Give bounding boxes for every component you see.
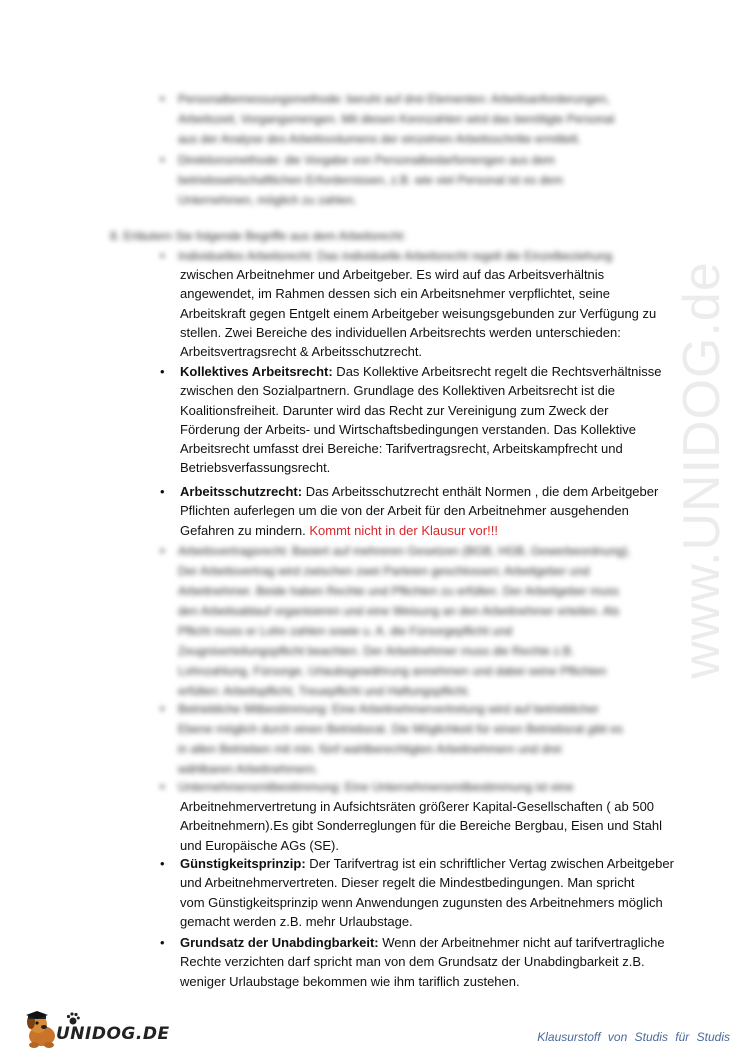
text-line [180,521,680,540]
bullet-marker: • [160,91,165,106]
text-span: Gefahren zu mindern. [180,522,310,538]
blurred-line: Arbeitsvertragsrecht: Basiert auf mehreren Gesetzen (BGB, HGB, Gewerbeordnung). [178,544,631,558]
bullet-marker: • [160,152,165,167]
blurred-line: Arbeitszeit, Vorgangsmengen. Mit diesen Kennzahlen wird das benötigte Personal [178,112,615,126]
text-line: weniger Urlaubstage bekommen wie ihm tariflich zustehen. [180,973,520,989]
text-line: und Europäische AGs (SE). [180,837,339,853]
text-line: Betriebsverfassungsrecht. [180,460,331,476]
term-label: Günstigkeitsprinzip: [180,856,306,871]
bullet-marker: • [160,779,165,794]
text-line: stellen. Zwei Bereiche des individuellen Arbeitsrechts werden unterschieden: [180,324,621,340]
document-page: www.UNIDOG.de • Personalbemessungsmethode: beruht auf drei Elementen: Arbeitsanforderungen, Arbeitszeit, Vorgangsmengen. Mit diesen Kennzahlen wird das benötigte Personal aus der Analyse des Arbeitsvolumens der einzelnen Arbeitsschritte ermittelt. • Direktionsmethode: die Vorgabe von Personalbedarfsmengen aus dem betriebswirtschaftlichen Erfordernissen, z.B. wie viel Personal ist es dem Unternehmen, möglich zu zahlen. 8. Erläutern Sie folgende Begriffe aus dem Arbeitsrecht: • Individuelles Arbeitsrecht: Das individuelle Arbeitsrecht regelt die Einzelbeziehung zwischen Arbeitnehmer und Arbeitgeber. Es wird auf das Arbeitsverhältnis angewendet, im Rahmen dessen sich ein Arbeitsnehmer verpflichtet, seine Arbeitskraft gegen Entgelt einem Arbeitgeber weisungsgebunden zur Verfügung zu stellen. Zwei Bereiche des individuellen Arbeitsrechts werden unterschieden: Arbeitsvertragsrecht & Arbeitsschutzrecht. • Kollektives Arbeitsrecht: Das Kollektive Arbeitsrecht regelt die Rechtsverhältnisse zwischen den Sozialpartnern. Grundlage des Kollektiven Arbeitsrecht ist die Koalitionsfreiheit. Darunter wird das Recht zur Vereinigung zum Zweck der Förderung der Arbeits- und Wirtschaftsbedingungen verstanden. Das Kollektive Arbeitsrecht umfasst drei Bereiche: Tarifvertragsrecht, Arbeitskampfrecht und Betriebsverfassungsrecht. • Arbeitsschutzrecht: Das Arbeitsschutzrecht enthält Normen , die dem Arbeitgeber Pflichten auferlegen um die von der Arbeit für den Arbeitnehmer ausgehenden Gefahren zu mindern. Kommt nicht in der Klausur vor!!! • Arbeitsvertragsrecht: Basiert auf mehreren Gesetzen (BGB, HGB, Gewerbeordnung). Der Arbeitsvertrag wird zwischen zwei Parteien geschlossen; Arbeitgeber und Arbeitnehmer. Beide haben Rechte und Pflichten zu erfüllen. Der Arbeitgeber muss den Arbeitsablauf organisieren und eine Weisung an den Arbeitnehmer erteilen. Als Pflicht muss er Lohn zahlen sowie u. A. die Fürsorgepflicht und Zeugniserteilungspflicht beachten. Der Arbeitnehmer muss die Rechte z.B. Lohnzahlung, Fürsorge, Urlaubsgewährung annehmen und dabei seine Pflichten erfüllen: Arbeitspflicht, Treuepflicht und Haftungspflicht. • Betriebliche Mitbestimmung: Eine Arbeitnehmervertretung wird auf betrieblicher Ebene möglich durch einen Betriebsrat. Die Möglichkeit für einen Betriebsrat gibt es in allen Betrieben mit min. fünf wahlberechtigten Arbeitnehmern und drei wählbaren Arbeitnehmern. • Unternehmensmitbestimmung: Eine Unternehmensmitbestimmung ist eine Arbeitnehmervertretung in Aufsichtsräten größerer Kapital-Gesellschaften ( ab 500 Arbeitnehmern).Es gibt Sonderreglungen für die Bereiche Bergbau, Eisen und Stahl und Europäische AGs (SE). • Günstigkeitsprinzip: Der Tarifvertrag ist ein schriftlicher Vertag zwischen Arbeitgeber und Arbeitnehmervertreten. Dieser regelt die Mindestbedingungen. Man spricht vom Günstigkeitsprinzip wenn Anwendungen zugunsten des Arbeitnehmers möglich gemacht werden z.B. mehr Urlaubstage. • Grundsatz der Unabdingbarkeit: Wenn der Arbeitnehmer nicht auf tarifvertragliche Rechte verzichten darf spricht man von dem Grundsatz der Unabdingbarkeit z.B. weniger Urlaubstage bekommen wie ihm tariflich zustehen. UNIDOG.DE Klausurstoff von Studis für Studis [0,0,750,1060]
blurred-line: Pflicht muss er Lohn zahlen sowie u. A. die Fürsorgepflicht und [178,624,513,638]
bullet-marker: • [160,543,165,558]
term-label: Kollektives Arbeitsrecht: [180,364,333,379]
text-line: gemacht werden z.B. mehr Urlaubstage. [180,913,413,929]
text-line: Arbeitnehmervertretung in Aufsichtsräten größerer Kapital-Gesellschaften ( ab 500 [180,799,655,814]
blurred-line: erfüllen: Arbeitspflicht, Treuepflicht und Haftungspflicht. [178,684,471,698]
exam-note: Kommt nicht in der Klausur vor!!! [309,522,498,538]
term-label: Arbeitsschutzrecht: [180,484,303,499]
text-line: Arbeitnehmern).Es gibt Sonderreglungen für die Bereiche Bergbau, Eisen und Stahl [180,818,663,834]
blurred-line: Der Arbeitsvertrag wird zwischen zwei Parteien geschlossen; Arbeitgeber und [178,564,590,578]
unabdingbarkeit-text [180,933,680,991]
blurred-line: wählbaren Arbeitnehmern. [178,762,319,776]
blurred-line: Individuelles Arbeitsrecht: Das individuelle Arbeitsrecht regelt die Einzelbeziehung [178,249,613,263]
term-label: Grundsatz der Unabdingbarkeit: [180,935,379,950]
bullet-marker: • [160,856,165,871]
text-line [180,482,680,501]
arbeitsschutzrecht-text [180,482,680,540]
blurred-line: Betriebliche Mitbestimmung: Eine Arbeitnehmervertretung wird auf betrieblicher [178,702,599,716]
text-line: Rechte verzichten darf spricht man von dem Grundsatz der Unabdingbarkeit z.B. [180,954,645,970]
blurred-line: Zeugniserteilungspflicht beachten. Der Arbeitnehmer muss die Rechte z.B. [178,644,575,658]
unternehmensmitbestimmung-text [180,797,680,855]
unidog-logo [22,1010,202,1050]
text-line: angewendet, im Rahmen dessen sich ein Arbeitsnehmer verpflichtet, seine [180,286,610,302]
question-heading: 8. Erläutern Sie folgende Begriffe aus dem Arbeitsrecht: [110,229,406,243]
text-line: Förderung der Arbeits- und Wirtschaftsbedingungen verstanden. Das Kollektive [180,421,636,437]
blurred-line: den Arbeitsablauf organisieren und eine Weisung an den Arbeitnehmer erteilen. Als [178,604,620,618]
text-line [180,933,680,952]
individual-arbeitsrecht-text [180,265,680,361]
kollektives-arbeitsrecht-text [180,362,680,478]
text-span: Der Tarifvertrag ist ein schriftlicher Vertag zwischen Arbeitgeber [305,856,674,871]
blurred-line: betriebswirtschaftlichen Erfordernissen, z.B. wie viel Personal ist es dem [178,173,563,187]
text-line: und Arbeitnehmervertreten. Dieser regelt die Mindestbedingungen. Man spricht [180,875,635,891]
blurred-line: aus der Analyse des Arbeitsvolumens der einzelnen Arbeitsschritte ermittelt. [178,132,581,146]
bullet-marker: • [160,364,165,379]
text-line: Pflichten auferlegen um die von der Arbeit für den Arbeitnehmer ausgehenden [180,503,629,519]
text-span: Wenn der Arbeitnehmer nicht auf tarifvertragliche [378,935,665,950]
blurred-line: Direktionsmethode: die Vorgabe von Personalbedarfsmengen aus dem [178,153,555,167]
bullet-marker: • [160,484,165,499]
guenstigkeitsprinzip-text [180,854,680,931]
blurred-line: Arbeitnehmer. Beide haben Rechte und Pflichten zu erfüllen. Der Arbeitgeber muss [178,584,619,598]
blurred-line: Lohnzahlung, Fürsorge, Urlaubsgewährung annehmen und dabei seine Pflichten [178,664,607,678]
footer-tagline: Klausurstoff von Studis für Studis [537,1030,730,1044]
blurred-paragraph [178,150,668,210]
text-line: zwischen Arbeitnehmer und Arbeitgeber. Es wird auf das Arbeitsverhältnis [180,267,605,282]
logo-wordmark: UNIDOG.DE [56,1024,170,1044]
blurred-paragraph [178,89,668,149]
blurred-paragraph [178,541,668,701]
text-line: Arbeitsrecht umfasst drei Bereiche: Tarifvertragsrecht, Arbeitskampfrecht und [180,441,623,457]
text-line [180,362,680,381]
text-line [180,854,680,873]
text-line: zwischen den Sozialpartnern. Grundlage des Kollektiven Arbeitsrecht ist die [180,383,616,399]
blurred-line: Ebene möglich durch einen Betriebsrat. Die Möglichkeit für einen Betriebsrat gibt es [178,722,623,736]
blurred-paragraph [178,699,668,779]
blurred-line: Unternehmen, möglich zu zahlen. [178,193,357,207]
blurred-line: Unternehmensmitbestimmung: Eine Unternehmensmitbestimmung ist eine [178,780,574,794]
bullet-marker: • [160,248,165,263]
text-line: Arbeitskraft gegen Entgelt einem Arbeitgeber weisungsgebunden zur Verfügung zu [180,305,657,321]
text-span: Das Kollektive Arbeitsrecht regelt die Rechtsverhältnisse [332,364,662,379]
text-line: vom Günstigkeitsprinzip wenn Anwendungen zugunsten des Arbeitnehmers möglich [180,894,663,910]
bullet-marker: • [160,701,165,716]
blurred-line: Personalbemessungsmethode: beruht auf drei Elementen: Arbeitsanforderungen, [178,92,610,106]
text-line: Arbeitsvertragsrecht & Arbeitsschutzrecht. [180,344,423,360]
blurred-line: in allen Betrieben mit min. fünf wahlberechtigten Arbeitnehmern und drei [178,742,562,756]
text-span: Das Arbeitsschutzrecht enthält Normen , die dem Arbeitgeber [302,484,659,499]
text-line: Koalitionsfreiheit. Darunter wird das Recht zur Vereinigung zum Zweck der [180,402,609,418]
bullet-marker: • [160,935,165,950]
